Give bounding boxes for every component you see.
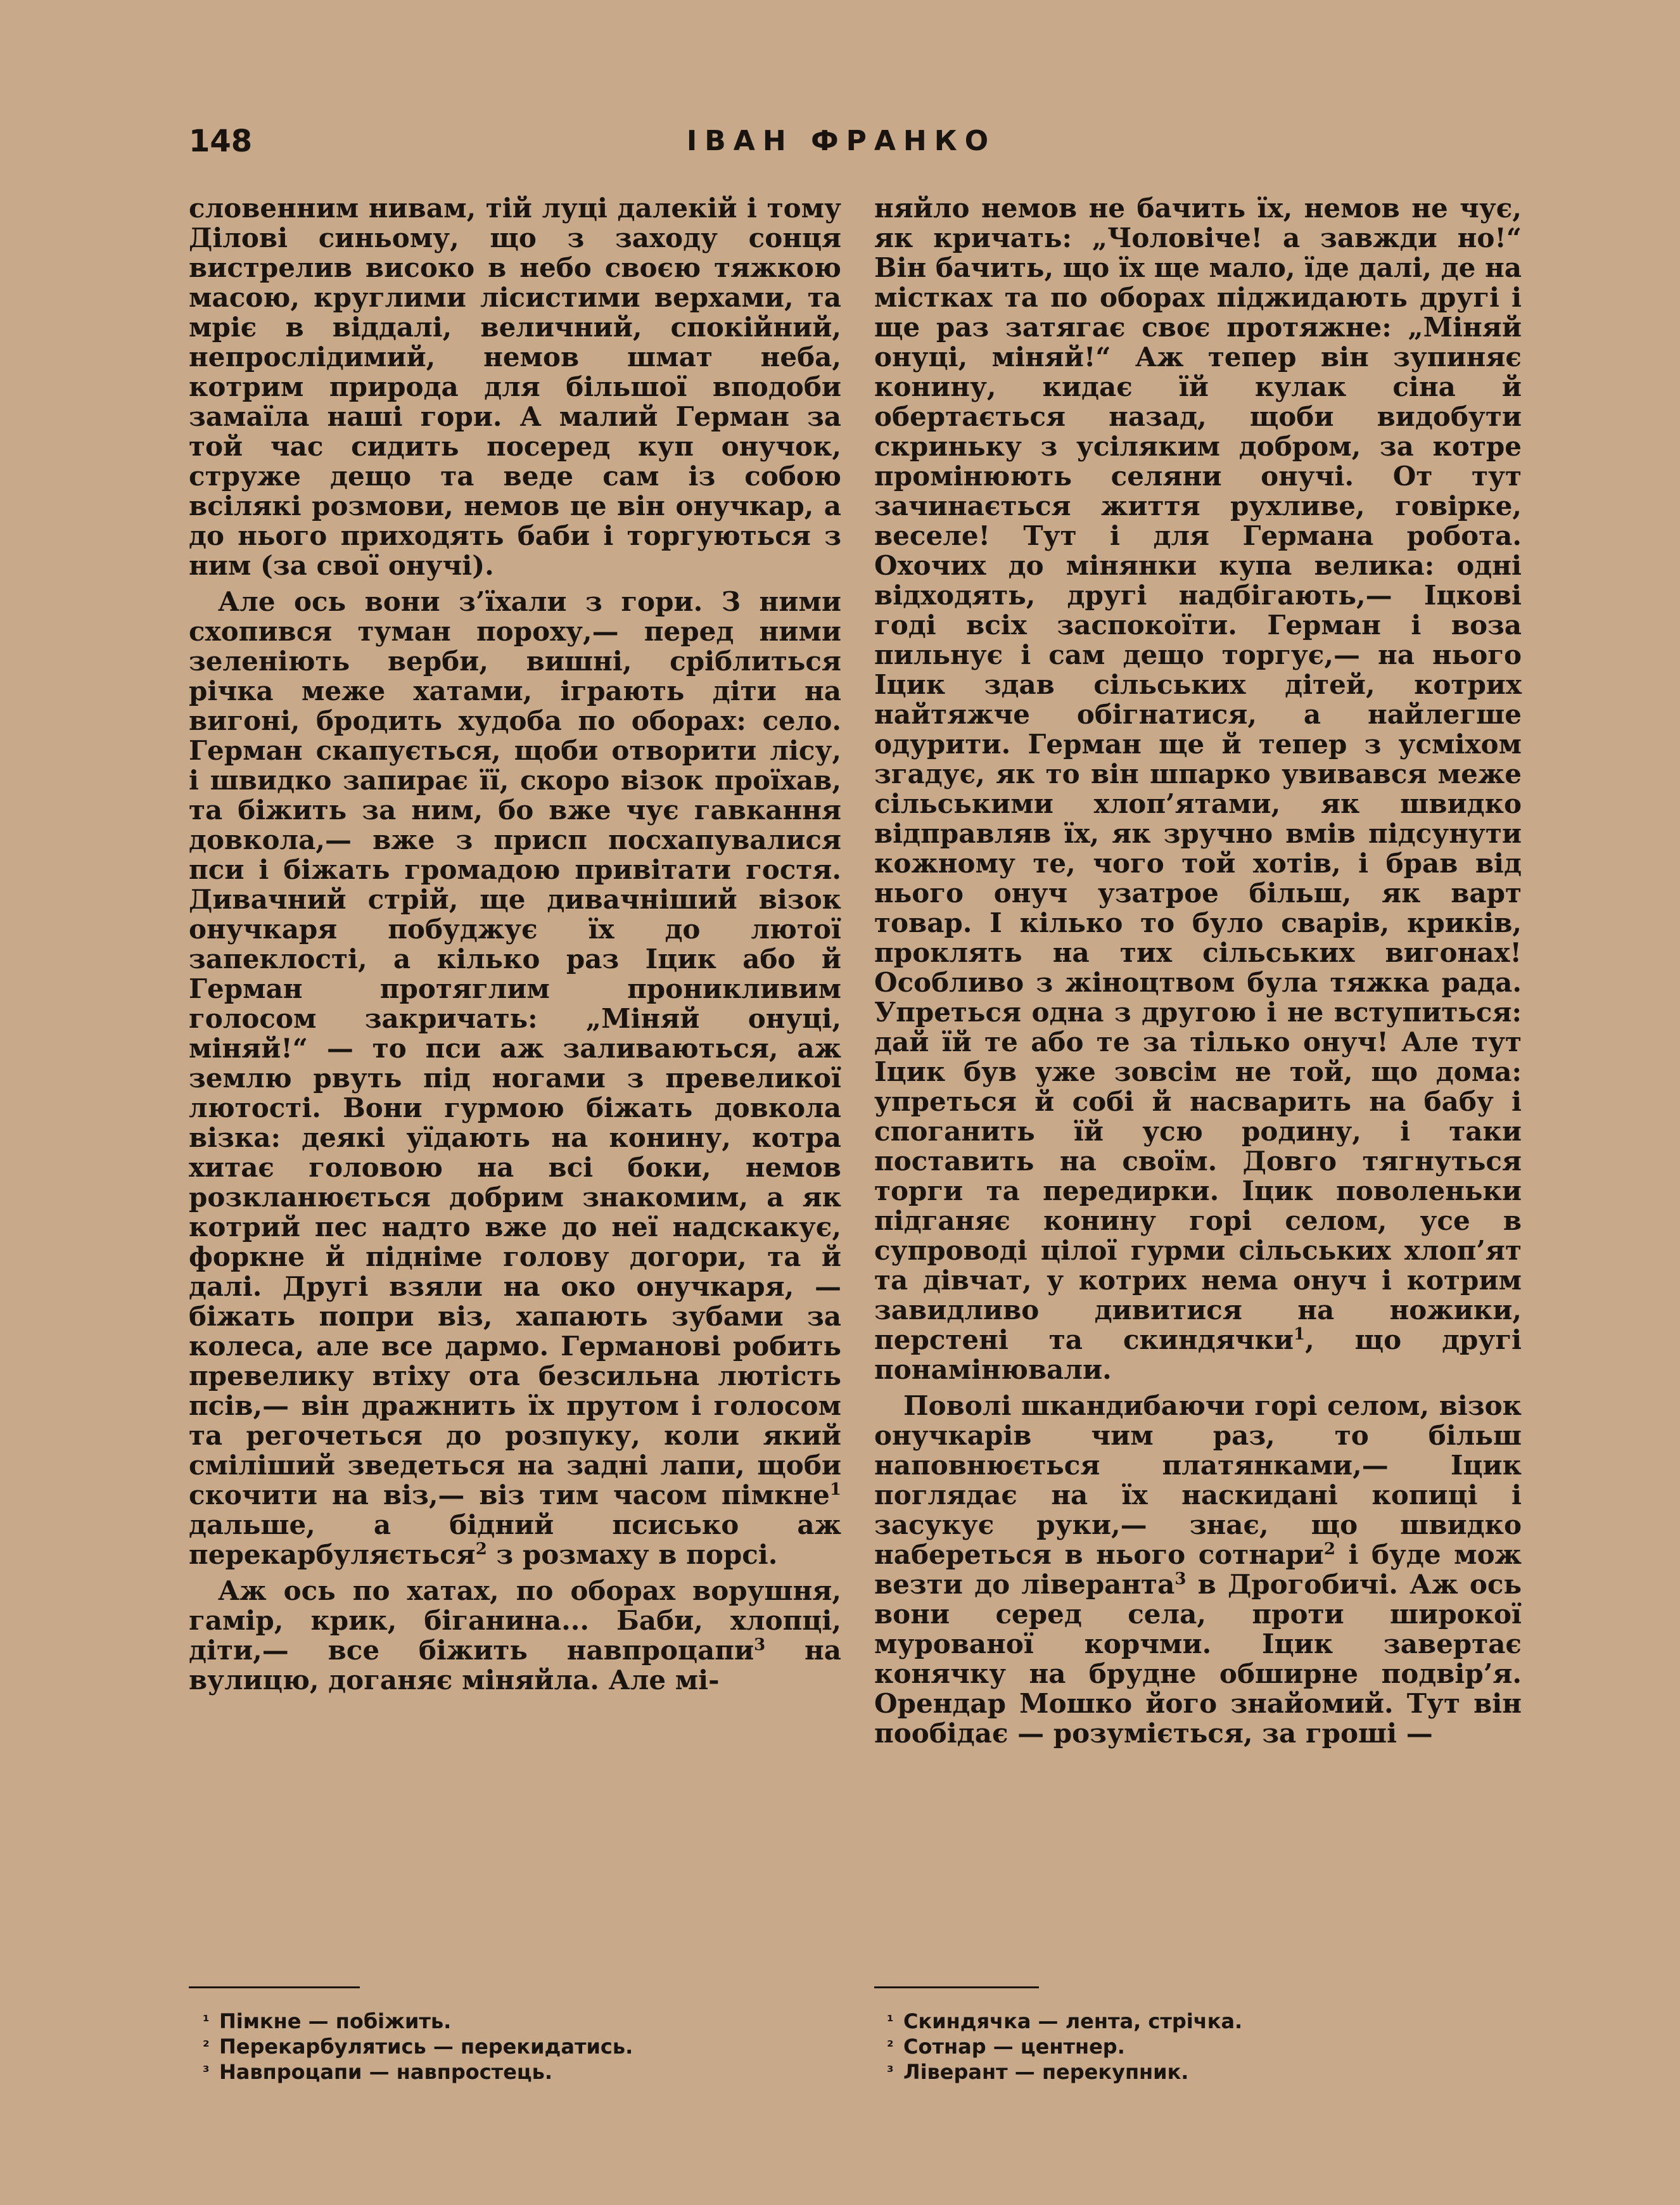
text-run: Поволі шкандибаючи горі селом, візок онучкарів чим раз, то більш наповнюється платянками,— Іцик поглядає на їх наскидані копиці і засукує руки,— знає, що швидко набереться в нього сотнари <box>874 1390 1522 1570</box>
page-number: 148 <box>189 124 253 159</box>
footnote-text: Пімкне — побіжить. <box>219 2009 452 2033</box>
text-run: Але ось вони з’їхали з гори. З ними схопився туман пороху,— перед ними зеленіють верби, вишні, сріблиться річка меже хатами, іграють діти на вигоні, бродить худоба по оборах: село. Герман скапується, щоби отворити лісу, і швидко запирає її, скоро візок проїхав, та біжить за ним, бо вже чує гавкання довкола,— вже з присп посхапувалися пси і біжать громадою привітати гостя. Дивачний стрій, ще дивачніший візок онучкаря побуджує їх до лютої запеклості, а кілько раз Іцик або й Герман протяглим проникливим голосом закричать: „Міняй онуці, міняй!“ — то пси аж заливаються, аж землю рвуть під ногами з превеликої лютості. Вони гурмою біжать довкола візка: деякі уїдають на конину, котра хитає головою на всі боки, немов розкланюється добрим знакомим, а як котрий пес надто вже до неї надскакує, форкне й підніме голову догори, та й далі. Другі взяли на око онучкаря, — біжать попри віз, хапають зубами за колеса, але все дармо. Германові робить превелику втіху ота безсильна лютість псів,— він дражнить їх прутом і голосом та регочеться до розпуку, коли який сміліший зведеться на задні лапи, щоби скочити на віз,— віз тим часом пімкне <box>189 586 841 1511</box>
footnote-mark: ³ <box>203 2063 210 2081</box>
right-column <box>874 193 1522 1748</box>
footnote-ref: 2 <box>475 1540 487 1559</box>
footnote-ref: 2 <box>1323 1540 1335 1559</box>
footnote-mark: ¹ <box>203 2012 210 2030</box>
footnote <box>887 2059 1520 2085</box>
footnote-mark: ³ <box>887 2063 894 2081</box>
footnote <box>887 2034 1520 2059</box>
paragraph <box>189 1576 841 1695</box>
footnote <box>203 2059 836 2085</box>
footnotes-right <box>887 2009 1520 2085</box>
footnote-divider <box>874 1986 1039 1988</box>
footnote-divider <box>189 1986 360 1988</box>
running-head: ІВАН ФРАНКО <box>686 125 996 157</box>
footnote-mark: ¹ <box>887 2012 894 2030</box>
paragraph: словенним нивам, тій луці далекій і тому Ділові синьому, що з заходу сонця вистрелив високо в небо своєю тяжкою масою, круглими лісистими верхами, та мріє в віддалі, величний, спокійний, непрослідимий, немов шмат неба, котрим природа для більшої вподоби замаїла наші гори. А малий Герман за той час сидить посеред куп онучок, струже дещо та веде сам із собою всілякі розмови, немов це він онучкар, а до нього приходять баби і торгуються з ним (за свої онучі). <box>189 193 841 581</box>
paragraph <box>874 193 1522 1384</box>
footnote-text: Перекарбулятись — перекидатись. <box>219 2035 633 2059</box>
text-run: , що другі понамінювали. <box>874 1324 1522 1385</box>
footnote <box>203 2009 836 2034</box>
footnote-mark: ² <box>203 2038 210 2055</box>
left-column <box>189 193 841 1695</box>
text-run: дальше, а бідний псисько аж перекарбуляється <box>189 1509 841 1570</box>
footnote-ref: 1 <box>1294 1325 1306 1344</box>
page-header <box>189 124 1494 168</box>
footnote-ref: 1 <box>829 1480 841 1499</box>
text-run: на вулицю, доганяє міняйла. Але мі- <box>189 1635 842 1696</box>
text-run: Аж ось по хатах, по оборах ворушня, гамір, крик, біганина... Баби, хлопці, діти,— все біжить навпроцапи <box>189 1575 841 1666</box>
paragraph <box>874 1391 1522 1748</box>
footnote <box>203 2034 836 2059</box>
footnote-text: Ліверант — перекупник. <box>903 2060 1189 2084</box>
footnote-text: Навпроцапи — навпростець. <box>219 2060 553 2084</box>
footnote-ref: 3 <box>754 1635 766 1654</box>
text-run: і буде мож везти до ліверанта <box>874 1539 1522 1600</box>
footnote <box>887 2009 1520 2034</box>
footnote-text: Скиндячка — лента, стрічка. <box>903 2009 1243 2033</box>
footnote-mark: ² <box>887 2038 894 2055</box>
footnote-text: Сотнар — центнер. <box>903 2035 1125 2059</box>
text-run: з розмаху в порсі. <box>487 1539 778 1570</box>
footnote-ref: 3 <box>1174 1569 1187 1588</box>
text-run: в Дрогобичі. Аж ось вони серед села, проти широкої мурованої корчми. Іцик завертає конячку на брудне обширне подвір’я. Орендар Мошко його знайомий. Тут він пообідає — розуміється, за гроші — <box>874 1569 1522 1749</box>
footnotes-left <box>203 2009 836 2085</box>
text-run: няйло немов не бачить їх, немов не чує, як кричать: „Чоловіче! а завжди но!“ Він бачить, що їх ще мало, їде далі, де на містках та по оборах піджидають другі і ще раз затягає своє протяжне: „Міняй онуці, міняй!“ Аж тепер він зупиняє конину, кидає їй кулак сіна й обертається назад, щоби видобути скриньку з усіляким добром, за котре промінюють селяни онучі. От тут зачинається життя рухливе, говірке, веселе! Тут і для Германа робота. Охочих до мінянки купа велика: одні відходять, другі надбігають,— Іцкові годі всіх заспокоїти. Герман і воза пильнує і сам дещо торгує,— на нього Іцик здав сільських дітей, котрих найтяжче обігнатися, а найлегше одурити. Герман ще й тепер з усміхом згадує, як то він шпарко увивався меже сільськими хлоп’ятами, як швидко відправляв їх, як зручно вмів підсунути кожному те, чого той хотів, і брав від нього онуч узатрое більш, як варт товар. І кілько то було сварів, криків, проклять на тих сільських вигонах! Особливо з жіноцтвом була тяжка рада. Упреться одна з другою і не вступиться: дай їй те або те за тілько онуч! Але тут Іцик був уже зовсім не той, що дома: упреться й собі й насварить на бабу і споганить їй усю родину, і таки поставить на своїм. Довго тягнуться торги та передирки. Іцик поволеньки підганяє конину горі селом, усе в супроводі цілої гурми сільських хлоп’ят та дівчат, у котрих нема онуч і котрим завидливо дивитися на ножики, перстені та скиндячки <box>874 193 1522 1355</box>
paragraph <box>189 587 841 1569</box>
